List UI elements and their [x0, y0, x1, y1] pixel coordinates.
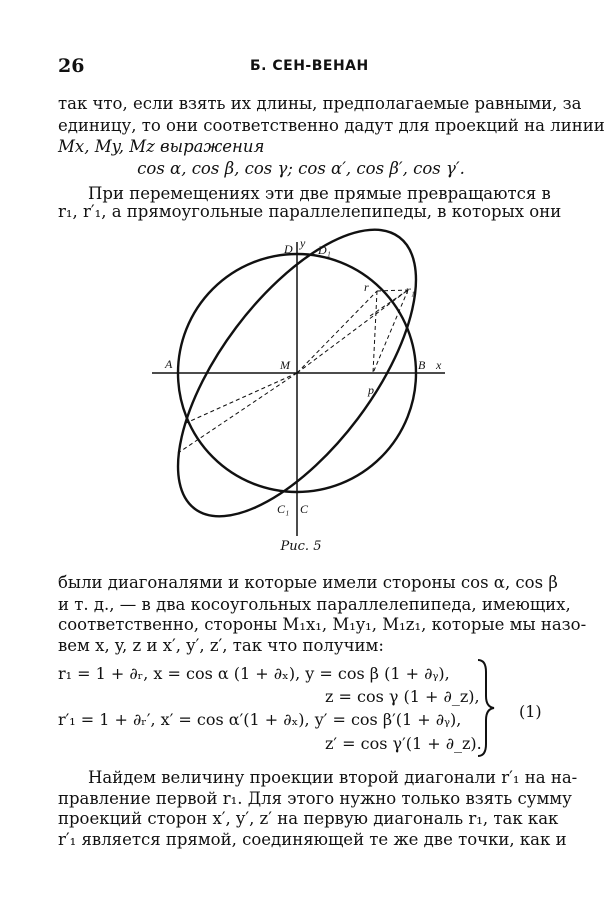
para4-line4: r′₁ является прямой, соединяющей те же две точки, как и: [58, 830, 567, 849]
para4-line1: Найдем величину проекции второй диагонали r′₁ на на-: [88, 768, 578, 787]
para4-line2: правление первой r₁. Для этого нужно только взять сумму: [58, 789, 572, 808]
construction-lines: [178, 290, 408, 453]
para2-line1: При перемещениях эти две прямые превращаются в: [88, 184, 551, 203]
para3-line4: вем x, y, z и x′, y′, z′, так что получим:: [58, 636, 384, 655]
equation-2: z = cos γ (1 + ∂_z),: [325, 687, 480, 706]
label-C1: C₁: [277, 502, 290, 516]
equation-4: z′ = cos γ′(1 + ∂_z).: [325, 734, 482, 753]
label-A: A: [165, 357, 173, 371]
label-y: y: [300, 236, 306, 250]
running-title: Б. СЕН-ВЕНАН: [250, 58, 369, 74]
label-C: C: [300, 502, 309, 516]
right-brace: [474, 658, 496, 758]
label-D: D: [284, 242, 293, 256]
label-p: p: [368, 383, 374, 397]
label-D1: D₁: [318, 243, 331, 257]
label-B: B: [418, 358, 426, 372]
page-number: 26: [58, 55, 85, 77]
label-x: x: [436, 358, 442, 372]
para1-line3: Mx, My, Mz выражения: [58, 137, 265, 156]
label-r1: r₁: [406, 283, 415, 297]
para3-line2: и т. д., — в два косоугольных параллелепипеда, имеющих,: [58, 595, 571, 614]
figure-5-diagram: [140, 238, 462, 538]
figure-caption: Рис. 5: [280, 539, 322, 554]
equation-1: r₁ = 1 + ∂ᵣ, x = cos α (1 + ∂ₓ), y = cos β (1 + ∂ᵧ),: [58, 664, 450, 683]
para3-line3: соответственно, стороны M₁x₁, M₁y₁, M₁z₁, которые мы назо-: [58, 615, 587, 634]
equation-number: (1): [519, 702, 542, 721]
label-r: r: [364, 280, 369, 294]
label-M: M: [280, 358, 290, 372]
para1-line2: единицу, то они соответственно дадут для проекций на линии: [58, 116, 605, 135]
para2-line2: r₁, r′₁, а прямоугольные параллелепипеды, в которых они: [58, 202, 562, 221]
para1-line1: так что, если взять их длины, предполагаемые равными, за: [58, 94, 582, 113]
equation-3: r′₁ = 1 + ∂ᵣ′, x′ = cos α′(1 + ∂ₓ), y′ = cos β′(1 + ∂ᵧ),: [58, 710, 462, 729]
para3-line1: были диагоналями и которые имели стороны cos α, cos β: [58, 573, 558, 592]
direction-cosines-formula: cos α, cos β, cos γ; cos α′, cos β′, cos γ′.: [137, 159, 465, 178]
para4-line3: проекций сторон x′, y′, z′ на первую диагональ r₁, так как: [58, 809, 559, 828]
